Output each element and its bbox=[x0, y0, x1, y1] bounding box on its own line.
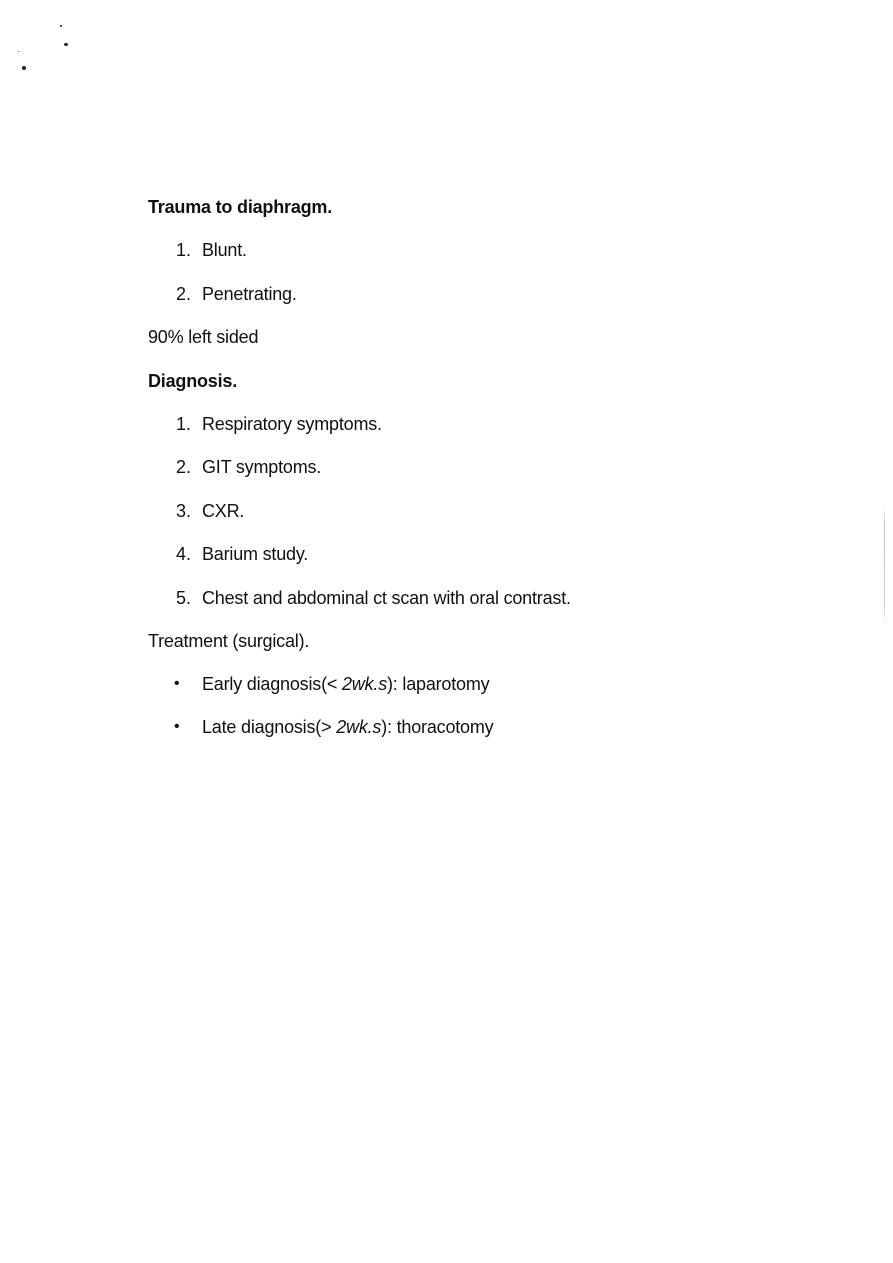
bullet-icon: • bbox=[174, 675, 180, 692]
trauma-item-blunt: Blunt. bbox=[202, 240, 247, 260]
left-sided-note: 90% left sided bbox=[148, 327, 259, 347]
list-number: 1. bbox=[176, 240, 192, 260]
diagnosis-item: CXR. bbox=[202, 501, 245, 521]
diagnosis-item: Chest and abdominal ct scan with oral contrast. bbox=[202, 588, 571, 608]
treatment-item-late bbox=[202, 716, 493, 738]
bullet-icon: • bbox=[174, 718, 180, 735]
list-number: 4. bbox=[176, 544, 192, 564]
list-number: 2. bbox=[176, 284, 192, 304]
heading-treatment: Treatment (surgical). bbox=[148, 631, 310, 651]
treatment-duration: 2wk.s bbox=[336, 717, 382, 737]
list-number: 5. bbox=[176, 588, 192, 608]
treatment-prefix: Early diagnosis(< bbox=[202, 674, 342, 694]
list-number: 1. bbox=[176, 414, 192, 434]
diagnosis-item: Respiratory symptoms. bbox=[202, 414, 382, 434]
treatment-suffix: ): thoracotomy bbox=[381, 717, 494, 737]
diagnosis-item: Barium study. bbox=[202, 544, 309, 564]
scan-edge-mark bbox=[884, 505, 885, 625]
treatment-prefix: Late diagnosis(> bbox=[202, 717, 337, 737]
treatment-item-early bbox=[202, 673, 489, 695]
trauma-item-penetrating: Penetrating. bbox=[202, 284, 297, 304]
heading-trauma-to-diaphragm: Trauma to diaphragm. bbox=[148, 197, 333, 217]
list-number: 2. bbox=[176, 457, 192, 477]
list-number: 3. bbox=[176, 501, 192, 521]
treatment-duration: 2wk.s bbox=[341, 674, 387, 694]
treatment-suffix: ): laparotomy bbox=[387, 674, 490, 694]
heading-diagnosis: Diagnosis. bbox=[148, 371, 238, 391]
diagnosis-item: GIT symptoms. bbox=[202, 457, 322, 477]
